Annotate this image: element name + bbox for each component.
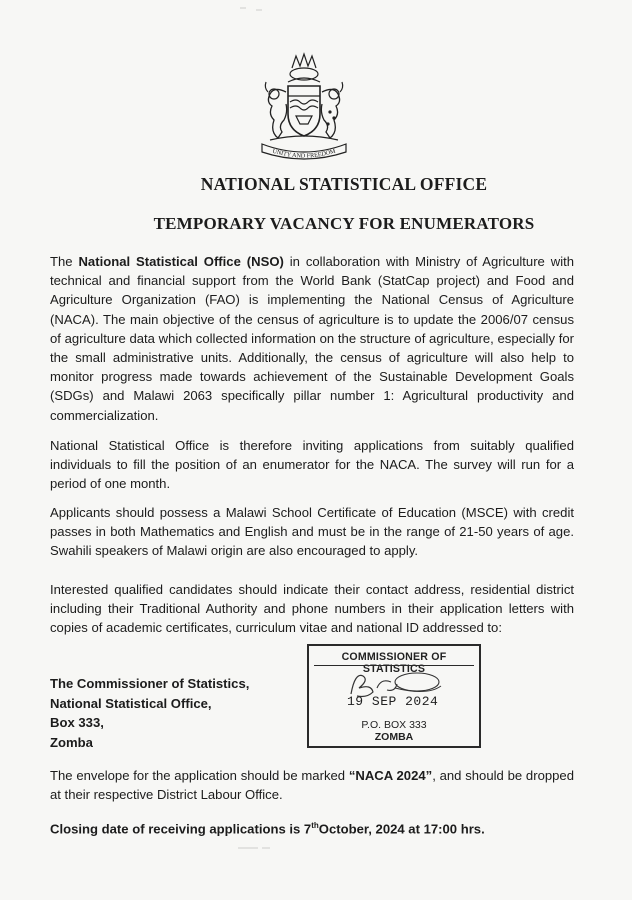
page-subtitle: TEMPORARY VACANCY FOR ENUMERATORS — [153, 214, 535, 233]
address-line: Box 333, — [50, 715, 104, 730]
stamp-po-box: P.O. BOX 333 — [361, 719, 427, 731]
paragraph-instructions: Interested qualified candidates should indicate their contact address, residential district including their Traditional Authority and phone numbers in their application letters with copies of academic certificates, curriculum vitae and national ID addressed to: — [50, 582, 574, 636]
closing-date: Closing date of receiving applications is 7thOctober, 2024 at 17:00 hrs. — [50, 821, 485, 837]
address-line: The Commissioner of Statistics, — [50, 676, 250, 691]
address-line: Zomba — [50, 734, 93, 750]
paragraph-envelope: The envelope for the application should be marked “NACA 2024”, and should be dropped at their respective District Labour Office. — [50, 768, 574, 803]
paragraph-requirements: Applicants should possess a Malawi School Certificate of Education (MSCE) with credit passes in both Mathematics and English and must be in the range of 21-50 years of age. Swahili speakers of Malawi origin are also encouraged to apply. — [50, 505, 574, 559]
stamp-town: ZOMBA — [374, 731, 414, 743]
crest-motto: UNITY AND FREEDOM — [271, 147, 337, 160]
address-line: National Statistical Office, — [50, 695, 212, 711]
stamp-title: COMMISSIONER OF STATISTICS — [341, 651, 447, 675]
paragraph-invitation: National Statistical Office is therefore inviting applications from suitably qualified individuals to fill the position of an enumerator for the NACA. The survey will run for a period of one month. — [50, 438, 574, 492]
paragraph-introduction: The National Statistical Office (NSO) in collaboration with Ministry of Agriculture with technical and financial support from the World Bank (StatCap project) and Food and Agriculture Organization (FAO) is implementing the National Census of Agriculture (NACA). The main objective of the census of agriculture is to update the 2006/07 census of agriculture data which collected information on the structure of agriculture, especially for the small administrative units. Additionally, the census of agriculture will also help to monitor progress made towards achievement of the Sustainable Development Goals (SDGs) and Malawi 2063 specifically pillar number 1: Agricultural productivity and commercialization. — [50, 254, 575, 423]
page-title: NATIONAL STATISTICAL OFFICE — [200, 174, 488, 194]
stamp-date: 19 SEP 2024 — [347, 694, 439, 709]
